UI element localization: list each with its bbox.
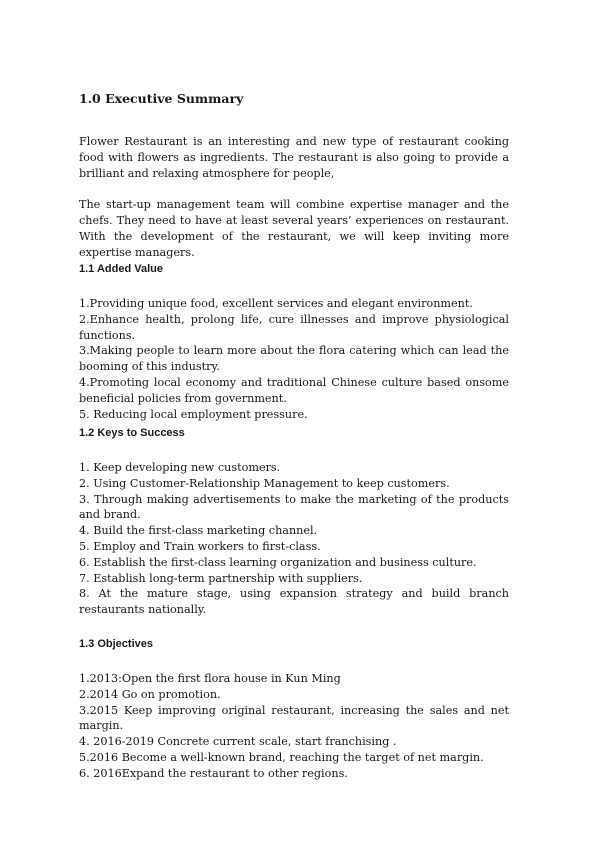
list-item: 3.2015 Keep improving original restaurant, increasing the sales and net margin. bbox=[79, 703, 509, 733]
list-item: 4. Build the first-class marketing channel. bbox=[79, 524, 318, 538]
management-team-paragraph: The start-up management team will combine expertise manager and the chefs. They need to have at least several years’ experiences on restaurant. With the development of the restaurant, we will keep inviting more expertise managers. bbox=[79, 198, 509, 259]
list-item: 2.Enhance health, prolong life, cure illnesses and improve physiological functions. bbox=[79, 312, 509, 342]
list-item: 1.Providing unique food, excellent services and elegant environment. bbox=[79, 297, 473, 310]
executive-summary-paragraph: Flower Restaurant is an interesting and new type of restaurant cooking food with flowers as ingredients. The restaurant is also going to provide a brilliant and relaxing atmosphere for people, bbox=[79, 135, 509, 180]
keys-to-success-list bbox=[79, 460, 509, 618]
list-item: 7. Establish long-term partnership with suppliers. bbox=[79, 571, 363, 585]
added-value-list bbox=[79, 296, 509, 422]
list-item: 2.2014 Go on promotion. bbox=[79, 687, 221, 701]
list-item: 1.2013:Open the first flora house in Kun Ming bbox=[79, 672, 341, 685]
list-item: 5. Reducing local employment pressure. bbox=[79, 407, 308, 421]
objectives-heading: 1.3 Objectives bbox=[79, 638, 153, 650]
list-item: 6. Establish the first-class learning organization and business culture. bbox=[79, 555, 477, 569]
list-item: 5. Employ and Train workers to first-class. bbox=[79, 539, 321, 553]
list-item: 8. At the mature stage, using expansion strategy and build branch restaurants nationally. bbox=[79, 587, 509, 617]
objectives-list bbox=[79, 671, 509, 782]
list-item: 6. 2016Expand the restaurant to other regions. bbox=[79, 766, 348, 780]
list-item: 4.Promoting local economy and traditional Chinese culture based onsome beneficial policies from government. bbox=[79, 375, 509, 405]
executive-summary-heading: 1.0 Executive Summary bbox=[79, 91, 244, 106]
list-item: 3. Through making advertisements to make the marketing of the products and brand. bbox=[79, 492, 509, 522]
list-item: 1. Keep developing new customers. bbox=[79, 461, 281, 474]
added-value-heading: 1.1 Added Value bbox=[79, 263, 163, 275]
list-item: 3.Making people to learn more about the flora catering which can lead the booming of this industry. bbox=[79, 344, 509, 374]
keys-to-success-heading: 1.2 Keys to Success bbox=[79, 427, 185, 439]
list-item: 5.2016 Become a well-known brand, reaching the target of net margin. bbox=[79, 750, 484, 764]
list-item: 4. 2016-2019 Concrete current scale, start franchising . bbox=[79, 735, 397, 749]
list-item: 2. Using Customer-Relationship Management to keep customers. bbox=[79, 476, 450, 490]
